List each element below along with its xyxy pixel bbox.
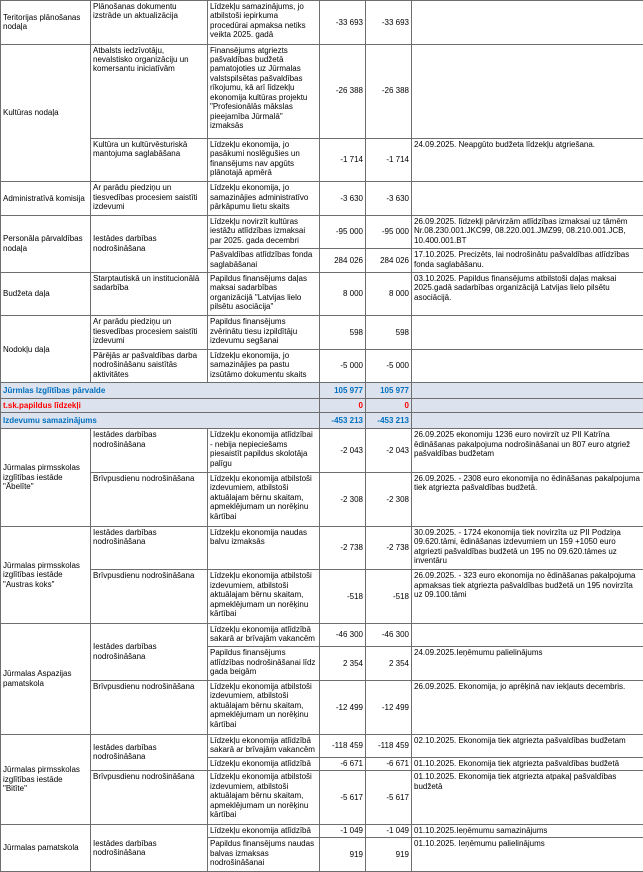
cell-note: 24.09.2025. Neapgūto budžeta līdzekļu atgriešana.: [412, 138, 643, 182]
cell-prog: Plānošanas dokumentu izstrāde un aktualizācija: [91, 1, 208, 45]
cell-num: 105 977: [320, 383, 366, 399]
cell-dept: Budžeta daļa: [1, 272, 91, 316]
cell-note: [412, 44, 643, 138]
cell-note: 24.09.2025.Ieņēmumu palielinājums: [412, 647, 643, 681]
cell-num: -2 308: [366, 472, 412, 526]
cell-prog: Starptautiskā un institucionālā sadarbība: [91, 272, 208, 316]
cell-note: 02.10.2025. Ekonomija tiek atgriezta pašvaldības budžetam: [412, 734, 643, 757]
cell-num: -118 459: [320, 734, 366, 757]
row-summary-izdevumu-samazinajums: [1, 413, 643, 429]
cell-note: [412, 316, 643, 350]
cell-note: 01.10.2025.Ieņēmumu samazinājums: [412, 824, 643, 837]
cell-sumlabel: t.sk.papildus līdzekļi: [1, 399, 320, 413]
cell-sumlabel: Jūrmlas Izglītības pārvalde: [1, 383, 320, 399]
cell-prog: Pārējās ar pašvaldības darba nodrošināšanu saistītās aktivitātes: [91, 349, 208, 383]
cell-dept: Kultūras nodaļa: [1, 44, 91, 182]
cell-prog: Ar parādu piedziņu un tiesvedības procesiem saistīti izdevumi: [91, 316, 208, 350]
cell-desc: Papildus finansējums atlīdzības nodrošināšanai līdz gada beigām: [208, 647, 320, 681]
row-personala-atlidziba: [1, 215, 643, 249]
cell-prog: Brīvpusdienu nodrošināšana: [91, 680, 208, 734]
cell-desc: Pašvaldības atlīdzības fonda saglabāšanai: [208, 249, 320, 272]
cell-dept: Jūrmalas pirmsskolas izglītības iestāde "Bitīte": [1, 734, 91, 824]
row-abelite-darbiba: [1, 429, 643, 473]
cell-num: -5 000: [320, 349, 366, 383]
cell-note: [412, 182, 643, 216]
cell-num: -5 617: [366, 771, 412, 825]
cell-num: 2 354: [320, 647, 366, 681]
cell-num: -6 671: [366, 757, 412, 770]
row-budzeta-dala: [1, 272, 643, 316]
cell-dept: Jūrmalas Aspazijas pamatskola: [1, 623, 91, 734]
cell-prog: Brīvpusdienu nodrošināšana: [91, 771, 208, 825]
cell-num: -453 213: [320, 413, 366, 429]
cell-note: 03.10.2025. Papildus finansējums atbilstoši daļas maksai 2025.gadā sadarbības organizācijā Latvijas lielo pilsētu asociācijā.: [412, 272, 643, 316]
row-nodoklu-piedzina: [1, 316, 643, 350]
cell-note: 17.10.2025. Precizēts, lai nodrošinātu pašvaldības atlīdzības fonda saglabāšanu.: [412, 249, 643, 272]
cell-dept: Personāla pārvaldības nodaļa: [1, 215, 91, 272]
row-administrativa-komisija: [1, 182, 643, 216]
cell-prog: Iestādes darbības nodrošināšana: [91, 215, 208, 272]
cell-desc: Līdzekļu ekonomija, jo samazinājies administratīvo pārkāpumu lietu skaits: [208, 182, 320, 216]
cell-num: -95 000: [320, 215, 366, 249]
cell-num: 105 977: [366, 383, 412, 399]
cell-num: -95 000: [366, 215, 412, 249]
cell-sumlabel: Izdevumu samazinājums: [1, 413, 320, 429]
cell-num: -26 388: [320, 44, 366, 138]
cell-num: 2 354: [366, 647, 412, 681]
cell-desc: Līdzekļu ekonomija atbilstoši izdevumiem, atbilstoši aktuālajam bērnu skaitam, apmeklējumam un norēķinu kārtībai: [208, 472, 320, 526]
row-aspazijas-brivpusdienas: [1, 680, 643, 734]
cell-dept: Jūrmalas pamatskola: [1, 824, 91, 871]
cell-desc: Līdzekļu ekonomija, jo samazinājies pa pastu izsūtāmo dokumentu skaits: [208, 349, 320, 383]
row-summary-izglitibas-parvalde: [1, 383, 643, 399]
cell-num: -518: [366, 570, 412, 624]
row-bitite-brivpusdienas: [1, 771, 643, 825]
row-austras-koks-darbiba: [1, 526, 643, 570]
row-teritorijas: [1, 1, 643, 45]
cell-num: -2 738: [320, 526, 366, 570]
row-summary-papildus-lidzekli: [1, 399, 643, 413]
cell-desc: Papildus finansējums naudas balvas izmaksas nodrošināšanai: [208, 838, 320, 872]
cell-desc: Līdzekļu ekonomija atbilstoši izdevumiem, atbilstoši aktuālajam bērnu skaitam, apmeklējumam un norēķinu kārtībai: [208, 570, 320, 624]
cell-num: 0: [366, 399, 412, 413]
cell-prog: Brīvpusdienu nodrošināšana: [91, 472, 208, 526]
cell-prog: Iestādes darbības nodrošināšana: [91, 526, 208, 570]
cell-note: 26.09.2025 ekonomiju 1236 euro novirzīt uz PII Katrīna ēdināšanas pakalpojuma nodrošināšanai un 807 euro atgriež pašvaldības budžetam: [412, 429, 643, 473]
cell-num: -1 049: [366, 824, 412, 837]
cell-num: -6 671: [320, 757, 366, 770]
cell-num: 8 000: [320, 272, 366, 316]
cell-note: 30.09.2025. - 1724 ekonomija tiek novirzīta uz PII Podziņa 09.620.tāmi, ēdināšanas izdevumiem un 159 +1050 euro atgriezti pašvaldības budžetā un 195 no 09.620.tāmes uz inventāru: [412, 526, 643, 570]
cell-num: -2 043: [366, 429, 412, 473]
cell-num: -46 300: [366, 623, 412, 646]
cell-desc: Līdzekļu ekonomija atbilstoši izdevumiem, atbilstoši aktuālajam bērnu skaitam, apmeklējumam un norēķinu kārtībai: [208, 771, 320, 825]
cell-note: 01.10.2025. Ekonomija tiek atgriezta pašvaldības budžetā: [412, 757, 643, 770]
row-abelite-brivpusdienas: [1, 472, 643, 526]
row-bitite-darbiba-1: [1, 734, 643, 757]
cell-desc: Papildus finansējums zvērinātu tiesu izpildītāju izdevumu segšanai: [208, 316, 320, 350]
cell-prog: Brīvpusdienu nodrošināšana: [91, 570, 208, 624]
cell-dept: Administratīvā komisija: [1, 182, 91, 216]
cell-prog: Iestādes darbības nodrošināšana: [91, 429, 208, 473]
cell-note: [412, 399, 643, 413]
cell-num: -2 308: [320, 472, 366, 526]
cell-prog: Ar parādu piedziņu un tiesvedības procesiem saistīti izdevumi: [91, 182, 208, 216]
cell-note: 01.10.2025. Ekonomija tiek atgriezta atpakaļ pašvaldības budžetā: [412, 771, 643, 825]
cell-num: -1 714: [320, 138, 366, 182]
cell-num: -33 693: [320, 1, 366, 45]
cell-desc: Līdzekļu ekonomija, jo pasākumi noslēgušies un finansējums nav apgūts plānotajā apmērā: [208, 138, 320, 182]
cell-num: -3 630: [320, 182, 366, 216]
row-austras-koks-brivpusdienas: [1, 570, 643, 624]
cell-num: 598: [320, 316, 366, 350]
cell-note: [412, 1, 643, 45]
cell-desc: Līdzekļu novirzīt kultūras iestāžu atlīdzības izmaksai par 2025. gada decembri: [208, 215, 320, 249]
cell-num: -1 049: [320, 824, 366, 837]
row-pamatskola-darbiba-1: [1, 824, 643, 837]
cell-note: [412, 413, 643, 429]
cell-num: -5 000: [366, 349, 412, 383]
cell-num: -3 630: [366, 182, 412, 216]
cell-dept: Jūrmalas pirmsskolas izglītības iestāde "Ābelīte": [1, 429, 91, 526]
cell-num: -2 043: [320, 429, 366, 473]
cell-dept: Teritorijas plānošanas nodaļa: [1, 1, 91, 45]
cell-num: -2 738: [366, 526, 412, 570]
cell-num: 0: [320, 399, 366, 413]
cell-desc: Līdzekļu ekonomija atbilstoši izdevumiem, atbilstoši aktuālajam bērnu skaitam, apmeklējumam un norēķinu kārtībai: [208, 680, 320, 734]
cell-note: 26.09.2025. līdzekļi pārvirzām atlīdzības izmaksai uz tāmēm Nr.08.230.001.JKC99, 08.220.001.JMZ99, 08.210.001.JCB, 10.400.001.BT: [412, 215, 643, 249]
cell-desc: Līdzekļu ekonomija atlīdzībā: [208, 757, 320, 770]
cell-prog: Iestādes darbības nodrošināšana: [91, 824, 208, 871]
cell-num: -118 459: [366, 734, 412, 757]
cell-note: 26.09.2025. - 323 euro ekonomija no ēdināšanas pakalpojuma apmaksas tiek atgriezta pašvaldības budžetā un 195 novirzīta uz 09.100.tāmi: [412, 570, 643, 624]
cell-desc: Finansējums atgriezts pašvaldības budžetā pamatojoties uz Jūrmalas valstspilsētas pašvaldības rīkojumu, kā arī līdzekļu ekonomija kultūras projektu "Profesionālās mākslas pieejamība Jūrmalā" izmaksās: [208, 44, 320, 138]
cell-prog: Iestādes darbības nodrošināšana: [91, 623, 208, 680]
cell-prog: Atbalsts iedzīvotāju, nevalstisko organizāciju un komersantu iniciatīvām: [91, 44, 208, 138]
cell-prog: Kultūra un kultūrvēsturiskā mantojuma saglabāšana: [91, 138, 208, 182]
cell-prog: Iestādes darbības nodrošināšana: [91, 734, 208, 771]
cell-num: 8 000: [366, 272, 412, 316]
cell-dept: Nodokļu daļa: [1, 316, 91, 383]
cell-desc: Līdzekļu ekonomija atlīdzībā sakarā ar brīvajām vakancēm: [208, 734, 320, 757]
budget-table-body: [1, 1, 643, 872]
row-aspazijas-darbiba-1: [1, 623, 643, 646]
cell-desc: Līdzekļu ekonomija naudas balvu izmaksās: [208, 526, 320, 570]
cell-num: -46 300: [320, 623, 366, 646]
cell-desc: Līdzekļu ekonomija atlīdzībā sakarā ar brīvajām vakancēm: [208, 623, 320, 646]
cell-note: [412, 383, 643, 399]
cell-num: -518: [320, 570, 366, 624]
cell-num: -12 499: [366, 680, 412, 734]
cell-note: [412, 349, 643, 383]
cell-num: 598: [366, 316, 412, 350]
cell-note: 26.09.2025. - 2308 euro ekonomija no ēdināšanas pakalpojuma tiek atgriezta pašvaldības budžetā.: [412, 472, 643, 526]
cell-num: -12 499: [320, 680, 366, 734]
cell-num: 284 026: [320, 249, 366, 272]
cell-note: 01.10.2025. Ieņēmumu palielinājums: [412, 838, 643, 872]
cell-num: -26 388: [366, 44, 412, 138]
cell-num: 919: [320, 838, 366, 872]
cell-num: -453 213: [366, 413, 412, 429]
cell-desc: Līdzekļu ekonomija atlīdzībai - nebija nepieciešams piesaistīt papildus skolotāja palīgu: [208, 429, 320, 473]
cell-desc: Papildus finansējums daļas maksai sadarbības organizācijā "Latvijas lielo pilsētu asociācija": [208, 272, 320, 316]
row-nodoklu-parejas: [1, 349, 643, 383]
row-kulturas-mantojums: [1, 138, 643, 182]
cell-num: -1 714: [366, 138, 412, 182]
cell-dept: Jūrmalas pirmsskolas izglītības iestāde "Austras koks": [1, 526, 91, 623]
cell-desc: Līdzekļu ekonomija atlīdzībā: [208, 824, 320, 837]
cell-num: 919: [366, 838, 412, 872]
cell-num: -33 693: [366, 1, 412, 45]
cell-note: 26.09.2025. Ekonomija, jo aprēķinā nav iekļauts decembris.: [412, 680, 643, 734]
cell-num: -5 617: [320, 771, 366, 825]
cell-desc: Līdzekļu samazinājums, jo atbilstoši iepirkuma procedūrai apmaksa netiks veikta 2025. gadā: [208, 1, 320, 45]
row-kulturas-atbalsts: [1, 44, 643, 138]
cell-num: 284 026: [366, 249, 412, 272]
cell-note: [412, 623, 643, 646]
